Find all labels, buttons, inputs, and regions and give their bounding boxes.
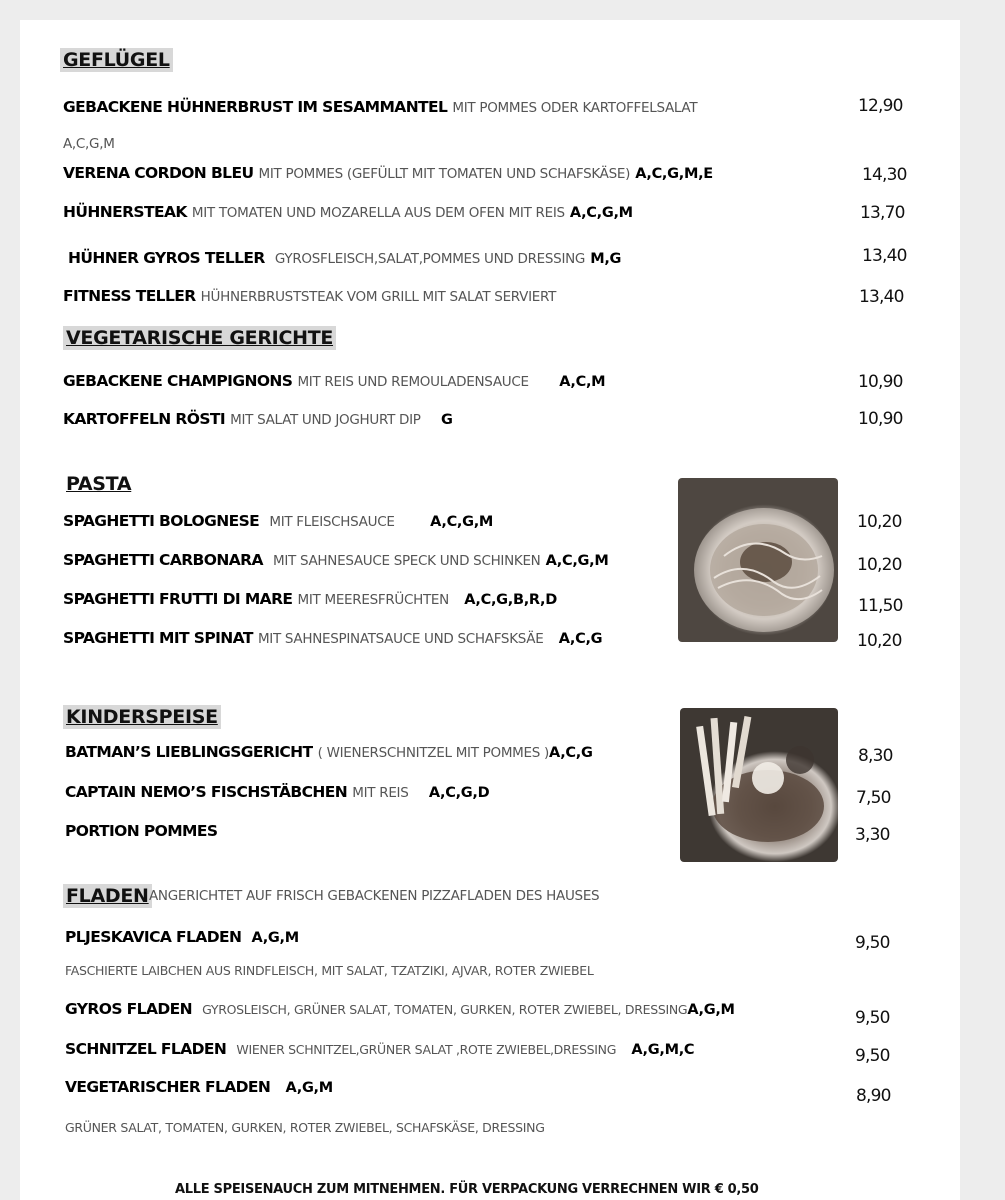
- menu-item-name: VERENA CORDON BLEU: [63, 164, 254, 182]
- menu-item-name: FITNESS TELLER: [63, 287, 196, 305]
- menu-item: [63, 286, 556, 305]
- menu-item: [65, 1077, 333, 1096]
- menu-item: [65, 742, 593, 761]
- menu-item-allergens: A,C,G,D: [428, 785, 490, 801]
- menu-item: [63, 511, 493, 530]
- menu-item: [65, 821, 217, 840]
- menu-item-price: 8,30: [858, 746, 893, 766]
- section-heading-pasta: PASTA: [66, 473, 132, 495]
- menu-item-description: HÜHNERBRUSTSTEAK VOM GRILL MIT SALAT SERVIERT: [200, 289, 557, 305]
- menu-item-name: SPAGHETTI FRUTTI DI MARE: [63, 590, 293, 608]
- menu-item-description: GRÜNER SALAT, TOMATEN, GURKEN, ROTER ZWIEBEL, SCHAFSKÄSE, DRESSING: [65, 1120, 545, 1135]
- menu-item: [65, 927, 299, 946]
- menu-item-price: 9,50: [855, 933, 890, 953]
- section-heading-gefluegel: GEFLÜGEL: [60, 48, 173, 72]
- menu-item-name: VEGETARISCHER FLADEN: [65, 1078, 271, 1096]
- section-heading-kinderspeise: KINDERSPEISE: [63, 705, 221, 729]
- menu-item-name: SPAGHETTI CARBONARA: [63, 551, 263, 569]
- menu-item-name: GYROS FLADEN: [65, 1000, 192, 1018]
- menu-item-price: 7,50: [856, 788, 891, 808]
- menu-item-allergens: G: [440, 412, 453, 428]
- menu-item: [63, 163, 713, 182]
- menu-item-allergens: A,C,G: [558, 631, 603, 647]
- menu-item-name: PORTION POMMES: [65, 822, 218, 840]
- schnitzel-photo: [680, 708, 838, 862]
- menu-item-description: WIENER SCHNITZEL,GRÜNER SALAT ,ROTE ZWIEBEL,DRESSING: [236, 1042, 617, 1057]
- section-heading-fladen: FLADEN: [63, 884, 152, 908]
- menu-item-name: SCHNITZEL FLADEN: [65, 1040, 227, 1058]
- menu-item-name: HÜHNER GYROS TELLER: [68, 249, 265, 267]
- menu-item-allergens: A,C,M: [559, 374, 606, 390]
- menu-item-allergens: A,C,G,M: [569, 205, 633, 221]
- menu-item-name: KARTOFFELN RÖSTI: [63, 410, 226, 428]
- menu-item: [65, 999, 735, 1018]
- menu-item-price: 13,70: [860, 203, 905, 223]
- menu-item: [63, 628, 602, 647]
- menu-item-price: 10,20: [857, 512, 902, 532]
- menu-item-allergens: A,C,G,B,R,D: [464, 592, 558, 608]
- menu-item-allergens: A,G,M: [687, 1002, 735, 1018]
- menu-item-description: MIT REIS: [352, 785, 409, 801]
- menu-item-allergens: A,G,M: [251, 930, 299, 946]
- menu-item-allergens: M,G: [590, 251, 622, 267]
- menu-item-price: 3,30: [855, 825, 890, 845]
- menu-item-description: GYROSFLEISCH,SALAT,POMMES UND DRESSING: [274, 251, 586, 267]
- menu-item-description: MIT REIS UND REMOULADENSAUCE: [297, 374, 529, 390]
- menu-item-allergens: A,C,G: [549, 745, 593, 761]
- menu-item-description: MIT POMMES (GEFÜLLT MIT TOMATEN UND SCHAFSKÄSE): [258, 166, 631, 182]
- menu-item-description: MIT SAHNESPINATSAUCE UND SCHAFSKSÄE: [257, 631, 544, 647]
- fladen-section-description: ANGERICHTET AUF FRISCH GEBACKENEN PIZZAFLADEN DES HAUSES: [149, 888, 600, 904]
- menu-item-description: MIT SAHNESAUCE SPECK UND SCHINKEN: [273, 553, 541, 569]
- schnitzel-plate-image: [680, 708, 838, 862]
- menu-item-name: SPAGHETTI MIT SPINAT: [63, 629, 253, 647]
- menu-item: [68, 248, 621, 267]
- menu-item: [63, 589, 557, 608]
- menu-item-name: SPAGHETTI BOLOGNESE: [63, 512, 260, 530]
- pasta-photo: [678, 478, 838, 642]
- menu-item-name: GEBACKENE CHAMPIGNONS: [63, 372, 293, 390]
- menu-item-price: 10,90: [858, 372, 903, 392]
- menu-item-description: ( WIENERSCHNITZEL MIT POMMES ): [317, 745, 549, 761]
- menu-item-description: GYROSLEISCH, GRÜNER SALAT, TOMATEN, GURKEN, ROTER ZWIEBEL, DRESSING: [202, 1002, 688, 1017]
- menu-item-name: HÜHNERSTEAK: [63, 203, 187, 221]
- menu-item: [63, 202, 633, 221]
- menu-item-allergens: A,C,G,M: [430, 514, 494, 530]
- menu-item-price: 13,40: [862, 246, 907, 266]
- menu-item: [63, 409, 453, 428]
- menu-item-price: 10,20: [857, 555, 902, 575]
- menu-item-price: 14,30: [862, 165, 907, 185]
- menu-item-description: FASCHIERTE LAIBCHEN AUS RINDFLEISCH, MIT SALAT, TZATZIKI, AJVAR, ROTER ZWIEBEL: [65, 963, 594, 978]
- menu-item-price: 12,90: [858, 96, 903, 116]
- menu-item-allergens: A,C,G,M,E: [635, 166, 713, 182]
- menu-item-price: 9,50: [855, 1046, 890, 1066]
- menu-item: [65, 1039, 694, 1058]
- menu-item-price: 13,40: [859, 287, 904, 307]
- menu-item-name: BATMAN’S LIEBLINGSGERICHT: [65, 743, 313, 761]
- menu-item-description: MIT SALAT UND JOGHURT DIP: [230, 412, 421, 428]
- takeaway-note: ALLE SPEISENAUCH ZUM MITNEHMEN. FÜR VERPACKUNG VERRECHNEN WIR € 0,50: [175, 1182, 759, 1197]
- menu-item: [63, 97, 697, 116]
- menu-item: [65, 782, 489, 801]
- menu-item-price: 10,20: [857, 631, 902, 651]
- menu-item-description: MIT POMMES ODER KARTOFFELSALAT: [452, 100, 698, 116]
- menu-item-name: CAPTAIN NEMO’S FISCHSTÄBCHEN: [65, 783, 348, 801]
- menu-item-price: 11,50: [858, 596, 903, 616]
- menu-item-price: 10,90: [858, 409, 903, 429]
- pasta-plate-image: [678, 478, 838, 642]
- menu-item-price: 8,90: [856, 1086, 891, 1106]
- section-heading-vegetarisch: VEGETARISCHE GERICHTE: [63, 326, 336, 350]
- menu-item-allergens: A,C,G,M: [545, 553, 609, 569]
- menu-item-description: MIT MEERESFRÜCHTEN: [297, 592, 449, 608]
- menu-item-description: MIT FLEISCHSAUCE: [269, 514, 395, 530]
- menu-item-allergens: A,G,M: [285, 1080, 333, 1096]
- menu-item-price: 9,50: [855, 1008, 890, 1028]
- menu-item: [63, 371, 605, 390]
- menu-item-allergens: A,G,M,C: [631, 1042, 695, 1058]
- menu-item: [63, 550, 608, 569]
- menu-item-allergens: A,C,G,M: [63, 136, 115, 152]
- menu-item-name: PLJESKAVICA FLADEN: [65, 928, 242, 946]
- menu-item-description: MIT TOMATEN UND MOZARELLA AUS DEM OFEN MIT REIS: [191, 205, 565, 221]
- menu-item-name: GEBACKENE HÜHNERBRUST IM SESAMMANTEL: [63, 98, 448, 116]
